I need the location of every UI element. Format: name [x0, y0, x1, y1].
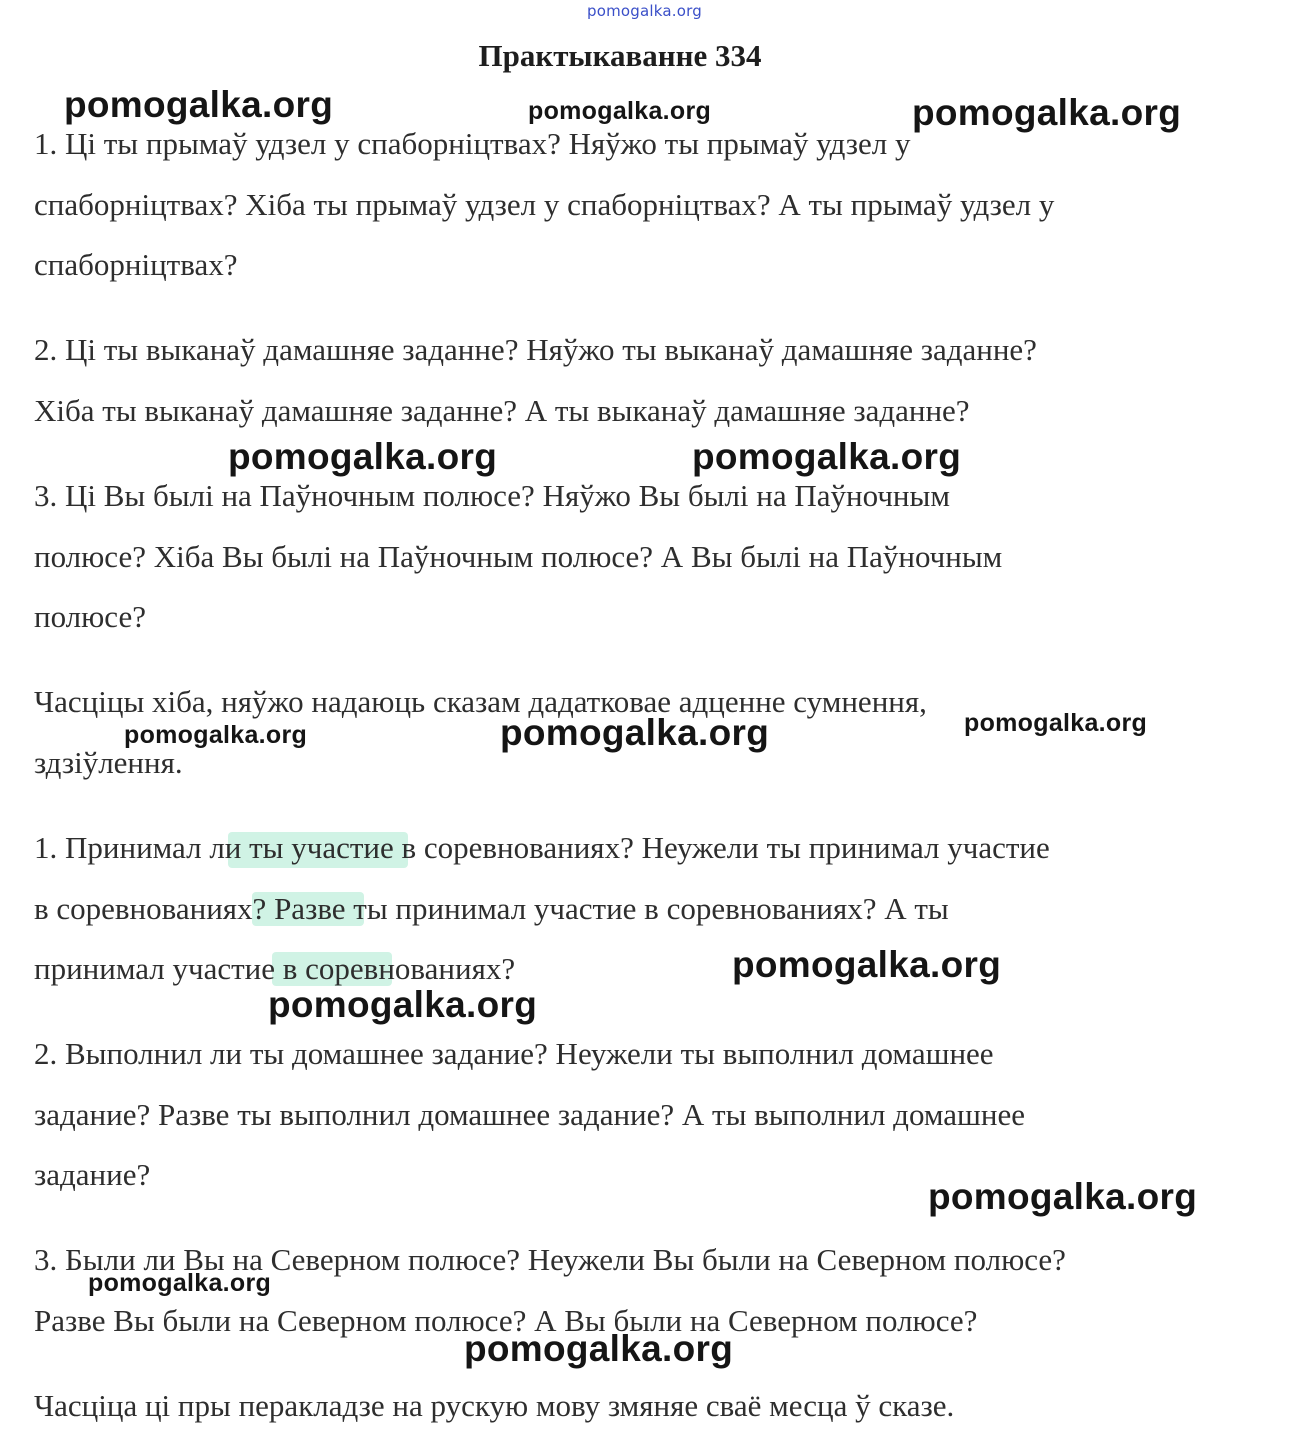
text-line: 3. Были ли Вы на Северном полюсе? Неужели Вы были на Северном полюсе?	[34, 1242, 1066, 1277]
text-line: спаборніцтвах? Хіба ты прымаў удзел у спаборніцтвах? А ты прымаў удзел у	[34, 186, 1055, 222]
text-line: принимал участие в соревнованиях?	[34, 951, 516, 986]
site-link[interactable]: pomogalka.org	[587, 2, 702, 20]
text-line: Часціцы хіба, няўжо надаюць сказам дадатковае адценне сумнення,	[34, 684, 927, 719]
text-line: задание?	[34, 1157, 151, 1192]
watermark: pomogalka.org	[464, 1328, 734, 1369]
russian-note	[34, 1376, 954, 1437]
text-line: 1. Ці ты прымаў удзел у спаборніцтвах? Няўжо ты прымаў удзел у	[34, 126, 911, 161]
belarusian-sentence-1	[34, 114, 1054, 296]
text-line: в соревнованиях? Разве ты принимал участие в соревнованиях? А ты	[34, 890, 949, 926]
watermark: pomogalka.org	[928, 1176, 1198, 1217]
watermark: pomogalka.org	[912, 92, 1182, 133]
text-line: полюсе? Хіба Вы былі на Паўночным полюсе? А Вы былі на Паўночным	[34, 538, 1003, 574]
text-line: полюсе?	[34, 599, 146, 634]
text-line: 2. Ці ты выканаў дамашняе заданне? Няўжо ты выканаў дамашняе заданне?	[34, 332, 1037, 367]
text-line: 3. Ці Вы былі на Паўночным полюсе? Няўжо Вы былі на Паўночным	[34, 478, 950, 513]
text-line: 1. Принимал ли ты участие в соревнованиях? Неужели ты принимал участие	[34, 830, 1050, 865]
watermark: pomogalka.org	[228, 436, 498, 477]
watermark: pomogalka.org	[692, 436, 962, 477]
text-line: Хіба ты выканаў дамашняе заданне? А ты выканаў дамашняе заданне?	[34, 392, 970, 428]
belarusian-sentence-3	[34, 466, 1002, 648]
belarusian-sentence-2	[34, 320, 1037, 441]
watermark: pomogalka.org	[64, 84, 334, 125]
watermark: pomogalka.org	[528, 97, 712, 125]
text-line: здзіўлення.	[34, 744, 183, 780]
watermark: pomogalka.org	[124, 721, 308, 749]
text-line: спаборніцтвах?	[34, 247, 238, 282]
text-line: Часціца ці пры перакладзе на рускую мову змяняе сваё месца ў сказе.	[34, 1388, 955, 1423]
watermark: pomogalka.org	[500, 712, 770, 753]
watermark: pomogalka.org	[964, 709, 1148, 737]
watermark: pomogalka.org	[268, 984, 538, 1025]
watermark: pomogalka.org	[732, 944, 1002, 985]
text-line: 2. Выполнил ли ты домашнее задание? Неужели ты выполнил домашнее	[34, 1036, 994, 1071]
page-title: Практыкаванне 334	[478, 38, 762, 73]
text-line: Разве Вы были на Северном полюсе? А Вы были на Северном полюсе?	[34, 1302, 978, 1338]
russian-sentence-2	[34, 1024, 1025, 1206]
watermark: pomogalka.org	[88, 1269, 272, 1297]
text-line: задание? Разве ты выполнил домашнее задание? А ты выполнил домашнее	[34, 1096, 1026, 1132]
